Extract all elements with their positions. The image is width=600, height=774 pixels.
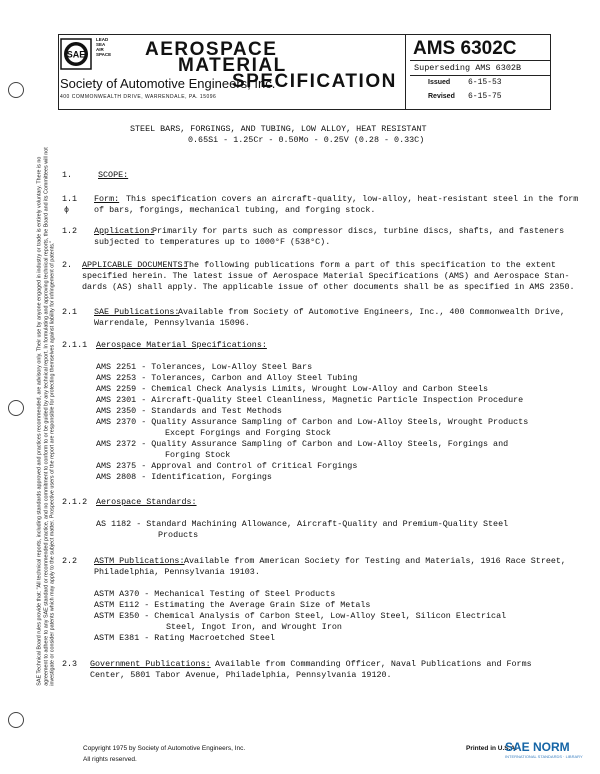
section-number: 2.2: [62, 556, 78, 566]
binder-hole: [8, 82, 24, 98]
section-title: Form:: [94, 194, 120, 204]
copyright-line: Copyright 1975 by Society of Automotive Engineers, Inc.: [83, 745, 246, 752]
paragraph-line: Warrendale, Pennsylvania 15096.: [94, 318, 250, 328]
list-item: AMS 2253 - Tolerances, Carbon and Alloy Steel Tubing: [96, 373, 358, 383]
paragraph-line: of bars, forgings, mechanical tubing, and forging stock.: [94, 205, 376, 215]
title-specification: SPECIFICATION: [232, 71, 397, 92]
list-item: AMS 2301 - Aircraft-Quality Steel Cleanliness, Magnetic Particle Inspection Procedure: [96, 395, 524, 405]
section-number: 1.: [62, 170, 73, 180]
paragraph-line: Available from American Society for Testing and Materials, 1916 Race Street,: [184, 556, 566, 566]
list-item: AMS 2251 - Tolerances, Low-Alloy Steel Bars: [96, 362, 313, 372]
spec-composition: 0.65Si - 1.25Cr - 0.50Mo - 0.25V (0.28 - 0.33C): [188, 135, 425, 145]
issued-label: Issued: [428, 79, 451, 86]
paragraph-line: Primarily for parts such as compressor discs, turbine discs, shafts, and fasteners: [152, 226, 565, 236]
paragraph-line: The following publications form a part of this specification to the extent: [184, 260, 556, 270]
paragraph-line: specified herein. The latest issue of Aerospace Material Specifications (AMS) and Aerospace Stan-: [82, 271, 570, 281]
sae-norm-watermark: SAE NORM: [505, 740, 570, 754]
rights-line: All rights reserved.: [83, 756, 137, 763]
sae-disclaimer: SAE Technical Board rules provide that: "All technical reports, including standards approved and practices recommended, are advisory only. Their use by anyone engaged in industry or trade is entirely voluntary. There is no agreement to adhere to any SAE standard or recommended practice, and no commitment to conform to or be guided by any technical report. In formulating and approving technical reports, the Board and its Committees will not investigate or consider patents which may apply to the subject matter. Prospective users of the report are responsible for protecting themselves against liability for infringement of patents.": [36, 147, 56, 686]
section-title: Aerospace Material Specifications:: [96, 340, 267, 350]
section-title: SCOPE:: [98, 170, 129, 180]
section-number: 2.1.2: [62, 497, 88, 507]
paragraph-line: Philadelphia, Pennsylvania 19103.: [94, 567, 260, 577]
title-material: MATERIAL: [178, 55, 287, 76]
issued-date: 6-15-53: [468, 78, 502, 87]
list-item: AS 1182 - Standard Machining Allowance, Aircraft-Quality and Premium-Quality Steel: [96, 519, 509, 529]
paragraph-line: dards (AS) shall apply. The applicable issue of other documents shall be as specified in AMS 2350.: [82, 282, 575, 292]
revised-date: 6-15-75: [468, 92, 502, 101]
list-item: AMS 2808 - Identification, Forgings: [96, 472, 272, 482]
section-title: SAE Publications:: [94, 307, 180, 317]
section-number: 2.: [62, 260, 73, 270]
list-item: AMS 2372 - Quality Assurance Sampling of Carbon and Low-Alloy Steels, Forgings and: [96, 439, 509, 449]
logo-motto: LEAD SEA AIR SPACE: [96, 37, 112, 57]
issue-dates: [428, 76, 502, 104]
section-title: Government Publications:: [90, 659, 211, 669]
list-item: ASTM E381 - Rating Macroetched Steel: [94, 633, 275, 643]
binder-hole: [8, 400, 24, 416]
section-title: Application:: [94, 226, 155, 236]
printed-in: Printed in U.S.A.: [466, 745, 517, 752]
list-item: ASTM E350 - Chemical Analysis of Carbon Steel, Low-Alloy Steel, Silicon Electrical: [94, 611, 507, 621]
list-item-continued: Except Forgings and Forging Stock: [165, 428, 331, 438]
revised-label: Revised: [428, 93, 455, 100]
paragraph-line: subjected to temperatures up to 1000°F (538°C).: [94, 237, 331, 247]
binder-hole: [8, 712, 24, 728]
section-number: 1.1: [62, 194, 78, 204]
section-number: 2.1.1: [62, 340, 88, 350]
section-number: 2.3: [62, 659, 78, 669]
revision-mark-icon: ϕ: [64, 205, 70, 215]
list-item: AMS 2375 - Approval and Control of Critical Forgings: [96, 461, 358, 471]
svg-text:SAE: SAE: [66, 49, 86, 60]
section-number: 1.2: [62, 226, 78, 236]
society-name: Society of Automotive Engineers, Inc.: [60, 76, 276, 91]
list-item: ASTM A370 - Mechanical Testing of Steel Products: [94, 589, 336, 599]
section-number: 2.1: [62, 307, 78, 317]
spec-subject: STEEL BARS, FORGINGS, AND TUBING, LOW ALLOY, HEAT RESISTANT: [130, 124, 427, 134]
list-item: AMS 2350 - Standards and Test Methods: [96, 406, 282, 416]
list-item: AMS 2370 - Quality Assurance Sampling of Carbon and Low-Alloy Steels, Wrought Products: [96, 417, 529, 427]
list-item: ASTM E112 - Estimating the Average Grain Size of Metals: [94, 600, 371, 610]
header-divider: [405, 34, 406, 110]
sae-norm-watermark-sub: INTERNATIONAL STANDARDS · LIBRARY: [505, 754, 583, 759]
paragraph-line: Available from Commanding Officer, Naval Publications and Forms: [215, 659, 532, 669]
superseding-note: Superseding AMS 6302B: [410, 60, 550, 76]
section-title: Aerospace Standards:: [96, 497, 197, 507]
list-item-continued: Products: [158, 530, 199, 540]
list-item: AMS 2259 - Chemical Check Analysis Limits, Wrought Low-Alloy and Carbon Steels: [96, 384, 489, 394]
paragraph-line: Center, 5801 Tabor Avenue, Philadelphia, Pennsylvania 19120.: [90, 670, 392, 680]
paragraph-line: Available from Society of Automotive Engineers, Inc., 400 Commonwealth Drive,: [178, 307, 565, 317]
society-address: 400 COMMONWEALTH DRIVE, WARRENDALE, PA. 15096: [60, 94, 217, 100]
section-title: APPLICABLE DOCUMENTS:: [82, 260, 188, 270]
ams-number: AMS 6302C: [413, 38, 517, 59]
paragraph-line: This specification covers an aircraft-quality, low-alloy, heat-resistant steel in the form: [126, 194, 579, 204]
title-aerospace: AEROSPACE: [145, 39, 278, 60]
sae-logo-icon: [60, 38, 100, 70]
list-item-continued: Steel, Ingot Iron, and Wrought Iron: [166, 622, 342, 632]
section-title: ASTM Publications:: [94, 556, 185, 566]
list-item-continued: Forging Stock: [165, 450, 231, 460]
